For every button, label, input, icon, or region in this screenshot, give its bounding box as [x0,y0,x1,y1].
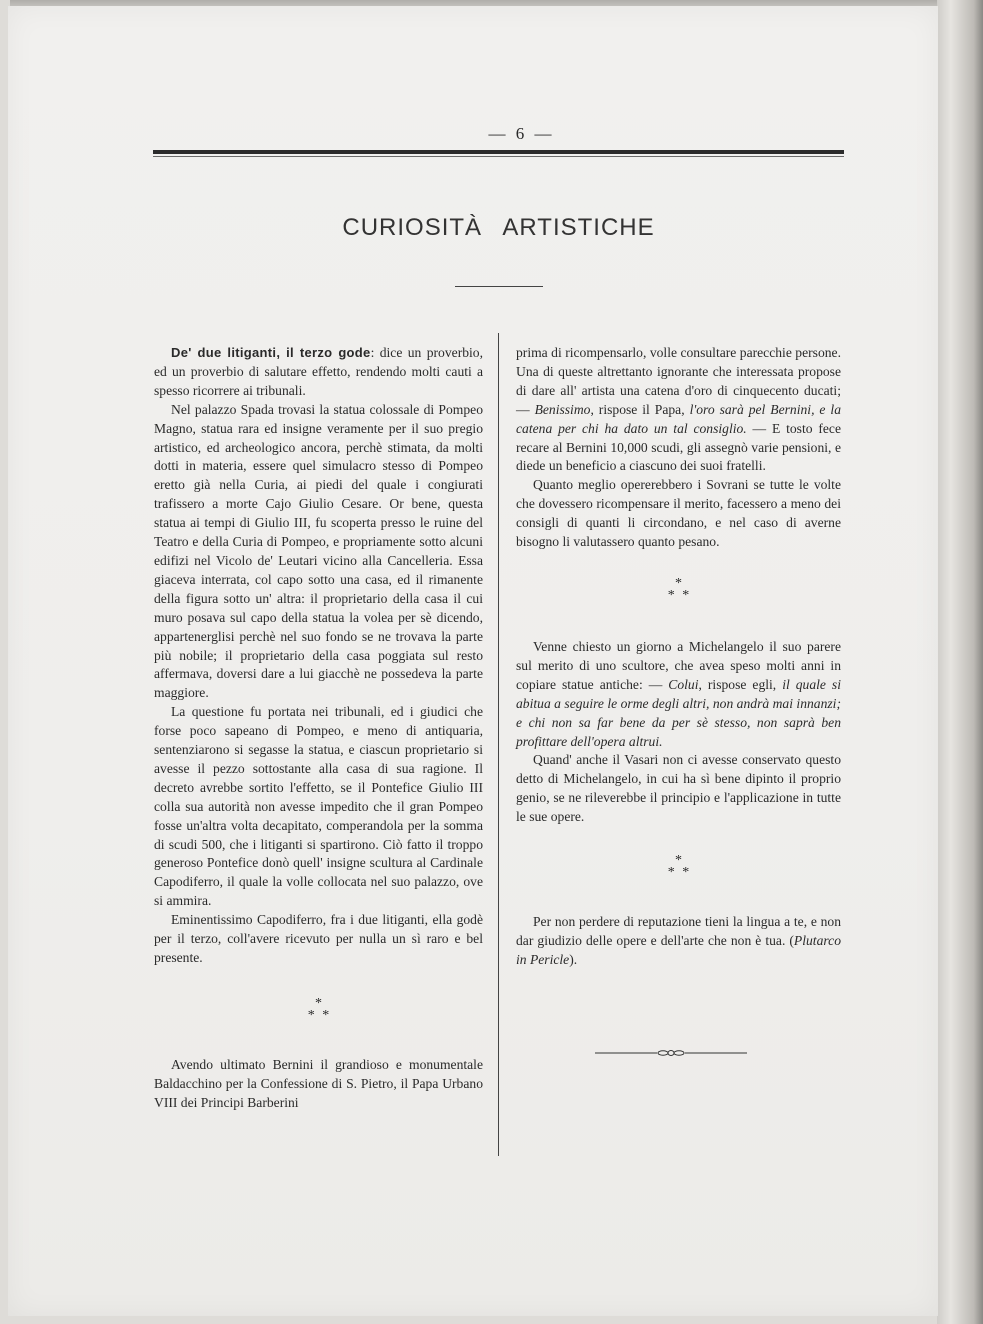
asterism-top: * [675,575,682,591]
asterism-divider [516,855,841,879]
left-column [154,344,483,1113]
column-divider [498,333,499,1156]
paragraph [154,344,483,401]
right-column [516,344,841,970]
page-right-edge [937,0,983,1324]
paragraph: Avendo ultimato Bernini il grandioso e monumentale Baldacchino per la Confessione di S. Pietro, il Papa Urbano VIII dei Principi Barberini [154,1056,483,1110]
paragraph: Quanto meglio opererebbero i Sovrani se tutte le volte che dovessero ricompensare il merito, facessero a meno dei consigli di quanti li circondano, e nel caso di averne bisogno li valutassero quanto pesano. [516,477,841,550]
paragraph: Nel palazzo Spada trovasi la statua colossale di Pompeo Magno, statua rara ed insigne veramente per il suo pregio artistico, ed archeologico ancora, perchè stimata, da molti dotti in materia, essere quel simulacro stesso di Pompeo eretto già nella Curia, ai piedi del quale i congiurati trafissero a morte Cajo Giulio Cesare. Or bene, questa statua ai tempi di Giulio III, fu scoperta presso le ruine del Teatro e della Curia di Pompeo, e propriamente sotto alcuni edifizi nel Vicolo de' Leutari vicino alla Cancelleria. Essa giaceva interrata, col capo sotto una casa, ed il rimanente della figura sotto un' altra: il proprietario della casa il cui muro posava sul capo della statua la volea per sè dicendo, appartenerglisi perchè nel suo fondo se ne trovava la parte più nobile; il proprietario della casa poggiata sul resto affermava, doversi dare a lui giacchè ne possedeva la parte maggiore. [154,401,483,701]
paragraph: Eminentissimo Capodiferro, fra i due litiganti, ella godè per il terzo, coll'avere ricevuto per nulla un sì raro e bel presente. [154,912,483,965]
paragraph-lead: De' due litiganti, il terzo gode [171,345,371,360]
end-ornament [595,1050,747,1056]
asterism-top: * [675,853,682,869]
paragraph-text: : dice un proverbio, ed un proverbio di salutare effetto, rendendo molti cauti a spesso ricorrere ai tribunali. [154,345,483,398]
section-title: CURIOSITÀ ARTISTICHE [342,214,655,241]
paragraph: Venne chiesto un giorno a Michelangelo il suo parere sul merito di uno scultore, che avea speso molti anni in copiare statue antiche: — Colui, rispose egli, il quale si abitua a seguire le orme degli altri, non andrà mai innanzi; e chi non sa far bene da per sè stesso, non saprà ben profittare dell'opera altrui. [516,638,841,749]
paragraph: Per non perdere di reputazione tieni la lingua a te, e non dar giudizio delle opere e dell'arte che non è tua. (Plutarco in Pericle). [516,914,841,967]
paragraph: prima di ricompensarlo, volle consultare parecchie persone. Una di queste altrettanto ignorante che interessata propose di dare all' artista una catena d'oro di cinquecento ducati; — Benissimo, rispose il Papa, l'oro sarà pel Bernini, e la catena per chi ha dato un tal consiglio. — E tosto fece recare al Bernini 10,000 scudi, gli assegnò varie pensioni, e diede un beneficio a ciascuno dei suoi fratelli. [516,345,841,474]
title-underline [455,286,543,287]
paragraph: Quand' anche il Vasari non ci avesse conservato questo detto di Michelangelo, in cui ha sì bene dipinto il proprio genio, se ne rileverebbe il principio e l'applicazione in tutte le sue opere. [516,752,841,825]
page-number: — 6 — [488,124,555,143]
header-rule [153,150,844,154]
asterism-bottom: * * [307,1007,330,1023]
paragraph: La questione fu portata nei tribunali, ed i giudici che forse poco sapeano di Pompeo, e meno di antiquaria, sentenziarono si segasse la statua, e ciascun proprietario si avesse il pezzo sottostante alla casa di sua ragione. Il decreto avrebbe sortito l'effetto, se il Pontefice Giulio III colla sua autorità non avesse impedito che il gran Pompeo fosse un'altra volta decapitato, comperandola per la somma di scudi 500, che i litiganti si spartirono. Ciò fatto il troppo generoso Pontefice donò quell' insigne scultura al Cardinale Capodiferro, il quale la volle collocata nel suo palazzo, ove si ammira. [154,704,483,909]
asterism-divider [154,995,483,1023]
header-rule-thin [153,156,844,157]
asterism-top: * [315,995,322,1011]
asterism-bottom: * * [667,587,690,603]
asterism-divider [516,575,841,603]
asterism-bottom: * * [667,865,690,881]
